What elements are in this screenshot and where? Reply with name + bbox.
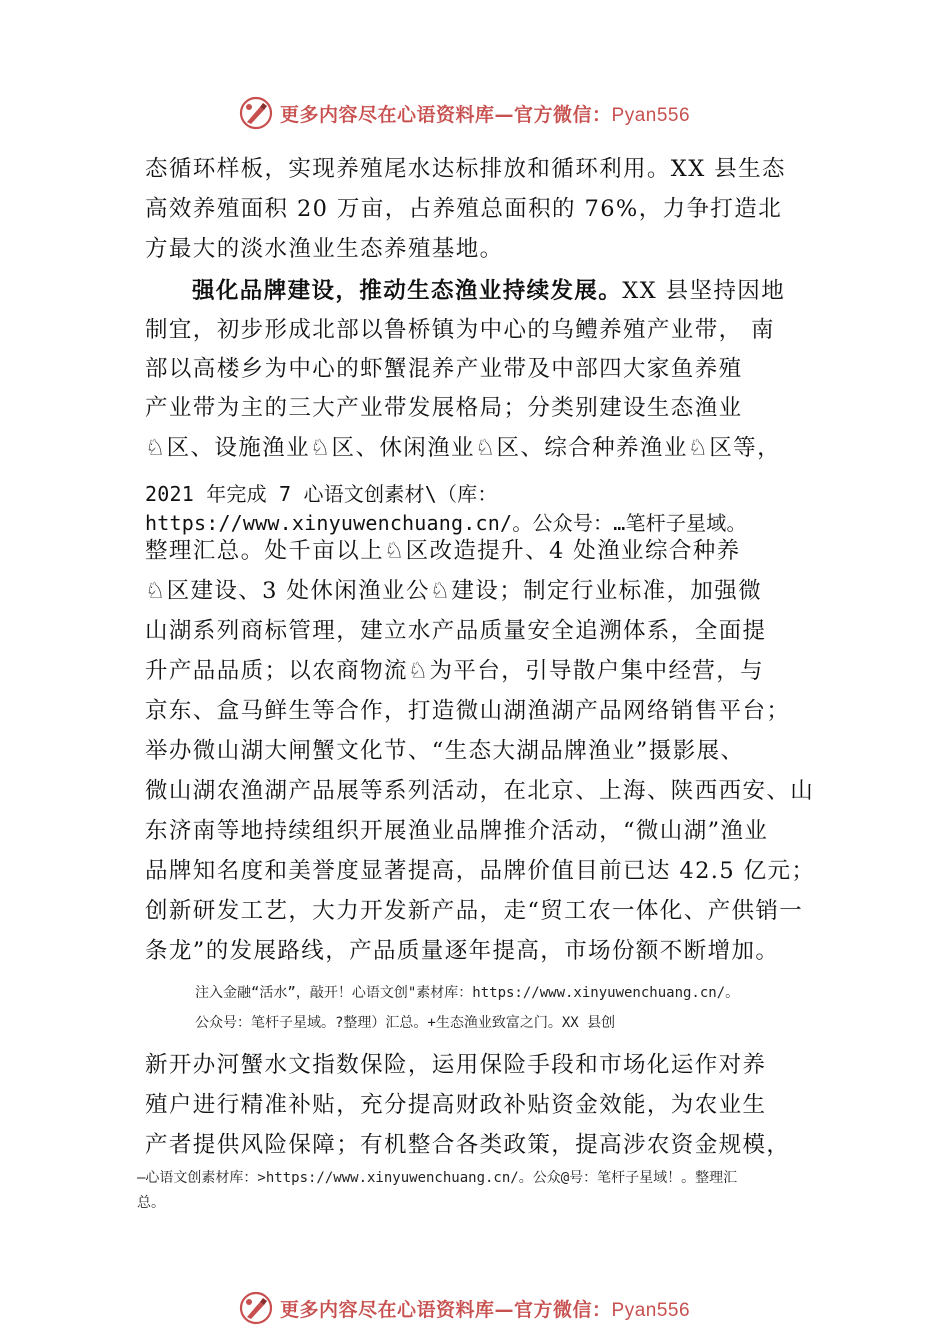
p2-cont-line: 整理汇总。处千亩以上♘区改造提升、4 处渔业综合种养 <box>145 538 741 564</box>
footer-banner <box>0 1288 950 1328</box>
p2-line: 部以高楼乡为中心的虾蟹混养产业带及中部四大家鱼养殖 <box>145 356 743 382</box>
p3-line: 新开办河蟹水文指数保险，运用保险手段和市场化运作对养 <box>145 1052 767 1078</box>
p1-line: 方最大的淡水渔业生态养殖基地。 <box>145 236 504 262</box>
header-banner-text: 更多内容尽在心语资料库—官方微信：Pyan556 <box>280 103 691 126</box>
footnote-line: 总。 <box>137 1195 165 1211</box>
watermark-mid-line: 2021 年完成 7 心语文创素材\（库： <box>145 482 498 506</box>
header-banner <box>0 93 950 133</box>
p2-first-line <box>192 276 785 306</box>
p2-cont-line: ♘区建设、3 处休闲渔业公♘建设；制定行业标准，加强微 <box>145 578 763 604</box>
p2-cont-line: 条龙”的发展路线，产品质量逐年提高，市场份额不断增加。 <box>145 938 780 964</box>
p2-heading: 强化品牌建设，推动生态渔业持续发展。 <box>192 278 623 304</box>
p2-cont-line: 升产品品质；以农商物流♘为平台，引导散户集中经营，与 <box>145 658 765 684</box>
p2-cont-line: 京东、盒马鲜生等合作，打造微山湖渔湖产品网络销售平台； <box>145 698 791 724</box>
p1-line: 态循环样板，实现养殖尾水达标排放和循环利用。XX 县生态 <box>145 156 786 182</box>
p2-cont-line: 微山湖农渔湖产品展等系列活动，在北京、上海、陕西西安、山 <box>145 778 815 804</box>
p2-cont-line: 品牌知名度和美誉度显著提高，品牌价值目前已达 42.5 亿元； <box>145 858 816 884</box>
footer-banner-id: Pyan556 <box>611 1299 691 1321</box>
footnote-line: —心语文创素材库：>https://www.xinyuwenchuang.cn/。公众@号：笔杆子星域！。整理汇 <box>137 1170 738 1186</box>
p1-line: 高效养殖面积 20 万亩，占养殖总面积的 76%，力争打造北 <box>145 196 783 222</box>
p2-cont-line: 山湖系列商标管理，建立水产品质量安全追溯体系，全面提 <box>145 618 767 644</box>
p2-cont-line: 创新研发工艺，大力开发新产品，走“贸工农一体化、产供销一 <box>145 898 804 924</box>
p2-cont-line: 东济南等地持续组织开展渔业品牌推介活动，“微山湖”渔业 <box>145 818 769 844</box>
p3-line: 产者提供风险保障；有机整合各类政策，提高涉农资金规模， <box>145 1132 791 1158</box>
pen-logo-icon <box>238 95 274 131</box>
p2-first-rest: XX 县坚持因地 <box>622 278 786 304</box>
footer-banner-text: 更多内容尽在心语资料库—官方微信：Pyan556 <box>280 1298 691 1321</box>
p2-cont-line: 举办微山湖大闸蟹文化节、“生态大湖品牌渔业”摄影展、 <box>145 738 745 764</box>
p2-line: ♘区、设施渔业♘区、休闲渔业♘区、综合种养渔业♘区等， <box>145 435 781 461</box>
header-banner-id: Pyan556 <box>611 104 691 126</box>
p3-line: 殖户进行精准补贴，充分提高财政补贴资金效能，为农业生 <box>145 1092 767 1118</box>
p2-line: 产业带为主的三大产业带发展格局；分类别建设生态渔业 <box>145 395 743 421</box>
small-note-line: 公众号：笔杆子星域。?整理）汇总。+生态渔业致富之门。XX 县创 <box>195 1015 616 1031</box>
pen-logo-icon <box>238 1290 274 1326</box>
p2-line: 制宜，初步形成北部以鲁桥镇为中心的乌鳢养殖产业带， 南 <box>145 317 775 343</box>
small-note-line: 注入金融“活水”，敲开！心语文创"素材库：https://www.xinyuwenchuang.cn/。 <box>195 985 740 1001</box>
watermark-mid-line: https://www.xinyuwenchuang.cn/。公众号：…笔杆子星域。 <box>145 511 747 535</box>
